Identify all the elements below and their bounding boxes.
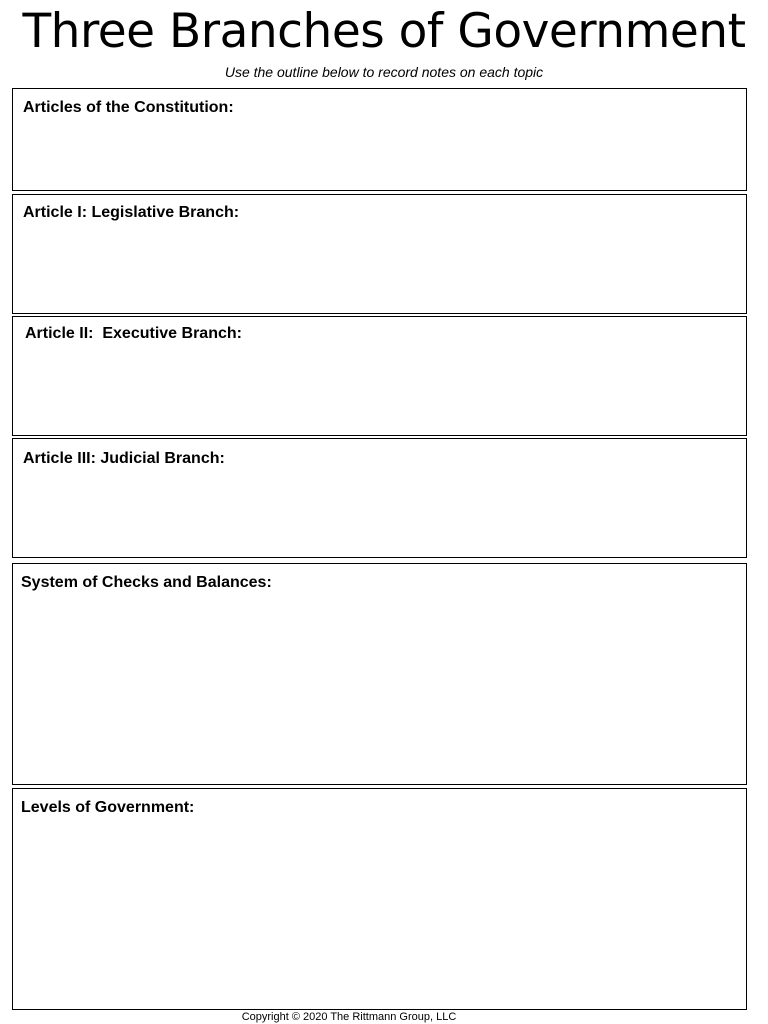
section-label: Article II: Executive Branch: <box>25 325 242 342</box>
section-label: System of Checks and Balances: <box>21 574 272 591</box>
notes-box-executive-branch[interactable] <box>12 316 747 436</box>
section-label: Articles of the Constitution: <box>23 99 234 116</box>
notes-box-articles-of-constitution[interactable] <box>12 88 747 191</box>
page-subtitle: Use the outline below to record notes on each topic <box>224 64 544 80</box>
notes-box-checks-and-balances[interactable] <box>12 563 747 785</box>
notes-box-levels-of-government[interactable] <box>12 788 747 1010</box>
section-label: Levels of Government: <box>21 799 195 816</box>
section-label: Article I: Legislative Branch: <box>23 204 240 221</box>
copyright-notice: Copyright © 2020 The Rittmann Group, LLC <box>241 1011 457 1023</box>
page-title: Three Branches of Government <box>22 4 746 59</box>
notes-box-judicial-branch[interactable] <box>12 438 747 558</box>
section-label: Article III: Judicial Branch: <box>23 450 225 467</box>
notes-box-legislative-branch[interactable] <box>12 194 747 314</box>
